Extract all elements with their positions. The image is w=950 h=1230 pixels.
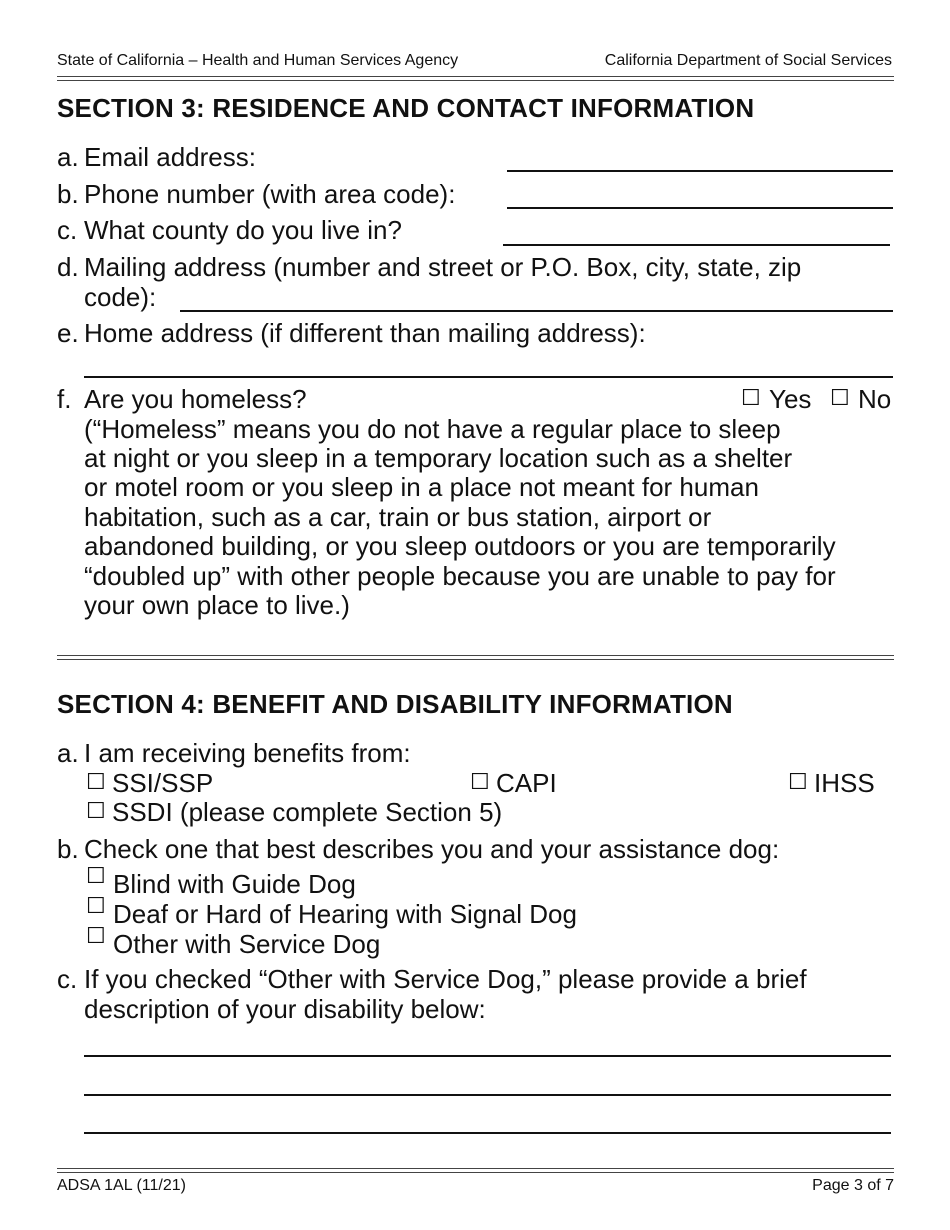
ssi-ssp-label: SSI/SSP bbox=[112, 768, 214, 798]
disability-description-label-line1: If you checked “Other with Service Dog,” please provide a brief bbox=[84, 964, 807, 994]
item-d-letter: d. bbox=[57, 252, 79, 282]
ihss-checkbox[interactable]: ☐ bbox=[788, 770, 808, 795]
section-divider-bottom bbox=[57, 659, 894, 660]
homeless-label: Are you homeless? bbox=[84, 384, 307, 414]
capi-checkbox[interactable]: ☐ bbox=[470, 770, 490, 795]
mailing-address-label-line2: code): bbox=[84, 282, 157, 312]
other-service-dog-label: Other with Service Dog bbox=[113, 929, 381, 959]
item-c-letter: c. bbox=[57, 215, 78, 245]
page-number: Page 3 of 7 bbox=[812, 1177, 894, 1194]
disability-description-line-3[interactable] bbox=[84, 1132, 891, 1134]
disability-description-line-2[interactable] bbox=[84, 1094, 891, 1096]
homeless-note-line: “doubled up” with other people because you are unable to pay for bbox=[84, 561, 836, 591]
item-4c-letter: c. bbox=[57, 964, 78, 994]
mailing-address-label-line1: Mailing address (number and street or P.O. Box, city, state, zip bbox=[84, 252, 802, 282]
footer-rule-top bbox=[57, 1168, 894, 1169]
section3-title: SECTION 3: RESIDENCE AND CONTACT INFORMATION bbox=[57, 93, 755, 123]
homeless-note-line: at night or you sleep in a temporary location such as a shelter bbox=[84, 443, 793, 473]
ssdi-checkbox[interactable]: ☐ bbox=[86, 799, 106, 824]
item-4a-letter: a. bbox=[57, 738, 79, 768]
email-label: Email address: bbox=[84, 142, 256, 172]
ssdi-label: SSDI (please complete Section 5) bbox=[112, 797, 503, 827]
county-field[interactable] bbox=[503, 244, 890, 246]
benefits-label: I am receiving benefits from: bbox=[84, 738, 411, 768]
item-4b-letter: b. bbox=[57, 834, 79, 864]
item-f-letter: f. bbox=[57, 384, 72, 414]
homeless-note-line: your own place to live.) bbox=[84, 590, 350, 620]
home-address-field[interactable] bbox=[84, 376, 893, 378]
header-rule-top bbox=[57, 76, 894, 77]
deaf-signal-dog-label: Deaf or Hard of Hearing with Signal Dog bbox=[113, 899, 577, 929]
deaf-signal-dog-checkbox[interactable]: ☐ bbox=[86, 894, 106, 919]
capi-label: CAPI bbox=[496, 768, 557, 798]
item-a-letter: a. bbox=[57, 142, 79, 172]
phone-label: Phone number (with area code): bbox=[84, 179, 456, 209]
homeless-note-line: habitation, such as a car, train or bus station, airport or bbox=[84, 502, 712, 532]
department-header: California Department of Social Services bbox=[604, 52, 892, 69]
blind-guide-dog-label: Blind with Guide Dog bbox=[113, 869, 356, 899]
homeless-note-line: (“Homeless” means you do not have a regular place to sleep bbox=[84, 414, 781, 444]
footer-rule-bottom bbox=[57, 1172, 894, 1173]
homeless-no-checkbox[interactable]: ☐ bbox=[830, 386, 850, 411]
county-label: What county do you live in? bbox=[84, 215, 402, 245]
homeless-yes-checkbox[interactable]: ☐ bbox=[741, 386, 761, 411]
home-address-label: Home address (if different than mailing address): bbox=[84, 318, 646, 348]
homeless-note-line: or motel room or you sleep in a place not meant for human bbox=[84, 472, 759, 502]
ssi-ssp-checkbox[interactable]: ☐ bbox=[86, 770, 106, 795]
mailing-address-field[interactable] bbox=[180, 310, 893, 312]
other-service-dog-checkbox[interactable]: ☐ bbox=[86, 924, 106, 949]
phone-field[interactable] bbox=[507, 207, 893, 209]
header-rule-bottom bbox=[57, 80, 894, 81]
assistance-dog-label: Check one that best describes you and your assistance dog: bbox=[84, 834, 780, 864]
disability-description-label-line2: description of your disability below: bbox=[84, 994, 486, 1024]
section-divider-top bbox=[57, 655, 894, 656]
section4-title: SECTION 4: BENEFIT AND DISABILITY INFORMATION bbox=[57, 689, 733, 719]
disability-description-line-1[interactable] bbox=[84, 1055, 891, 1057]
ihss-label: IHSS bbox=[814, 768, 875, 798]
agency-header: State of California – Health and Human Services Agency bbox=[57, 52, 459, 69]
blind-guide-dog-checkbox[interactable]: ☐ bbox=[86, 864, 106, 889]
homeless-yes-label: Yes bbox=[769, 384, 812, 414]
homeless-no-label: No bbox=[858, 384, 892, 414]
email-field[interactable] bbox=[507, 170, 893, 172]
form-id: ADSA 1AL (11/21) bbox=[57, 1177, 186, 1194]
homeless-note-line: abandoned building, or you sleep outdoors or you are temporarily bbox=[84, 531, 836, 561]
item-e-letter: e. bbox=[57, 318, 79, 348]
item-b-letter: b. bbox=[57, 179, 79, 209]
